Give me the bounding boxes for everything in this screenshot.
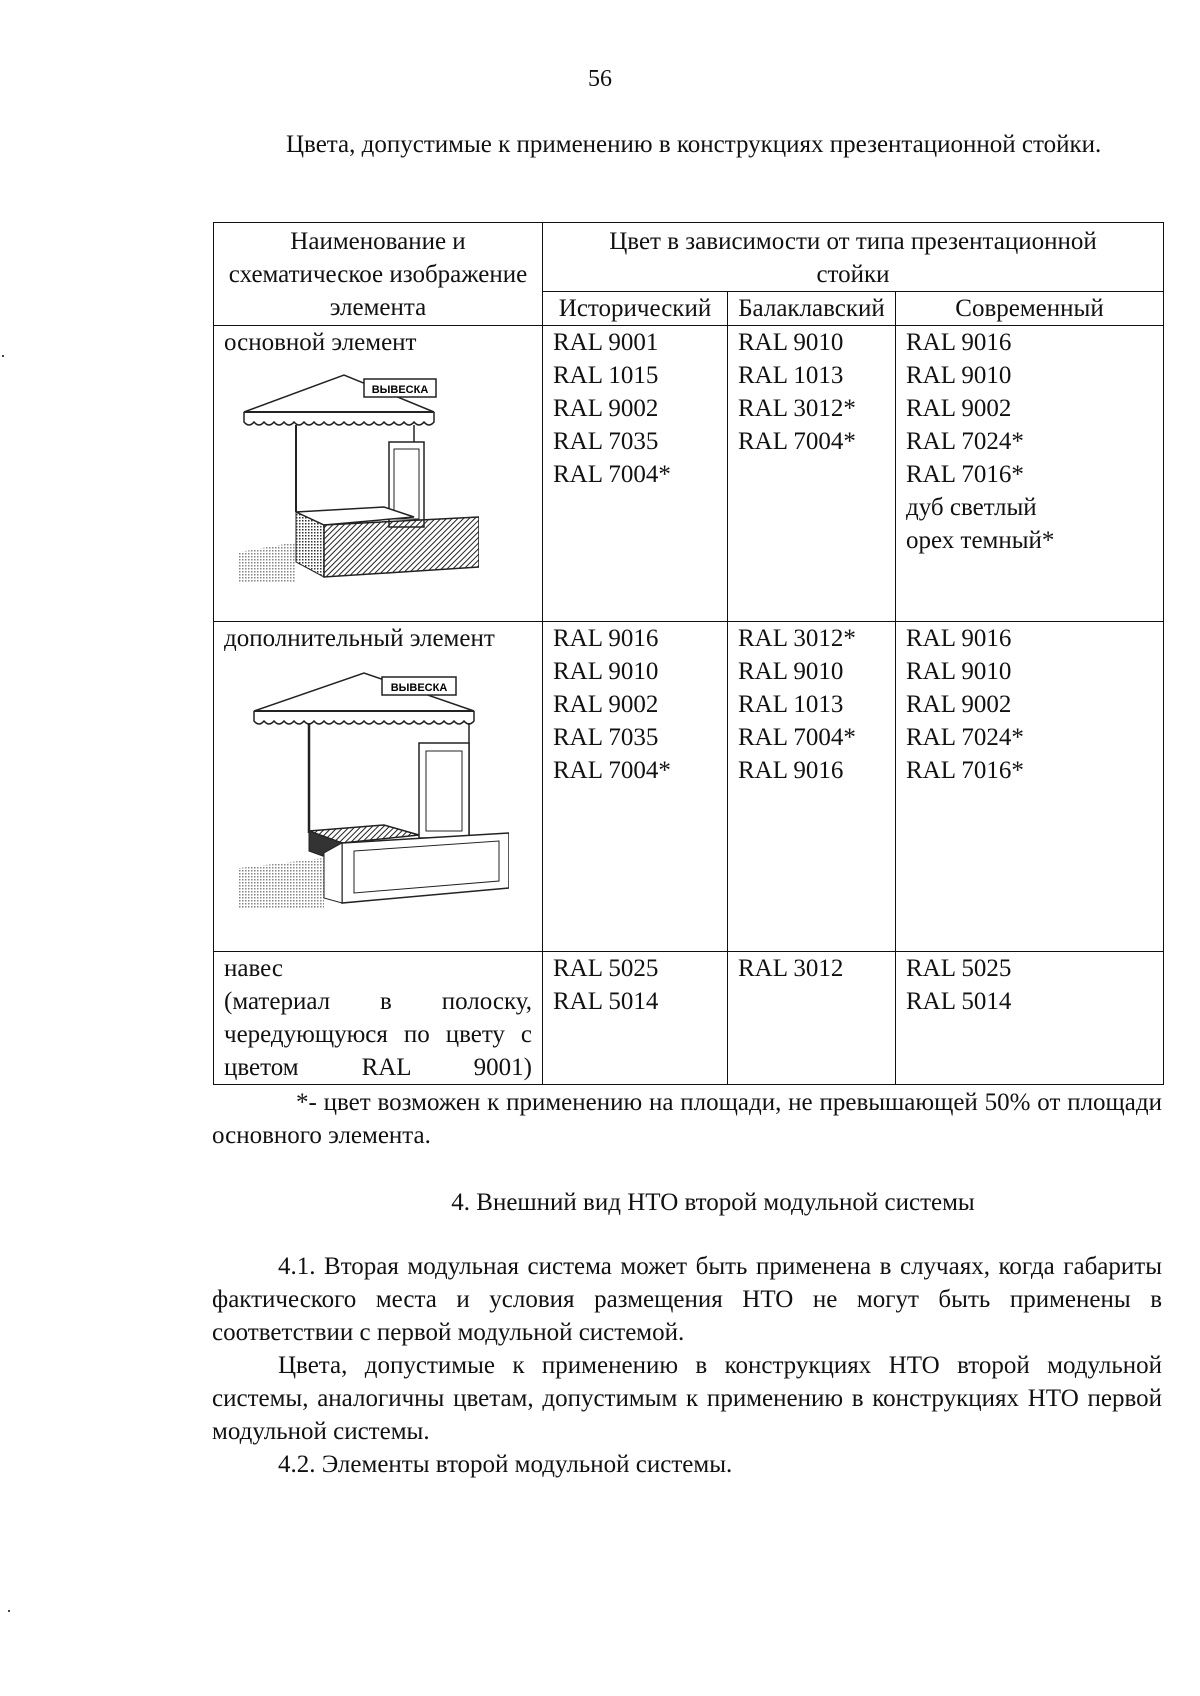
section-heading bbox=[0, 1186, 1200, 1219]
row-additional-historical bbox=[543, 622, 728, 952]
awning-label: навес bbox=[224, 955, 283, 982]
ral-value: RAL 3012 bbox=[738, 955, 844, 982]
ral-value: RAL 7035 bbox=[553, 428, 659, 455]
ral-value: RAL 9010 bbox=[906, 658, 1012, 685]
ral-value: RAL 9002 bbox=[906, 691, 1012, 718]
row-additional-balaklava bbox=[728, 622, 896, 952]
header-element bbox=[214, 223, 543, 326]
ral-value: RAL 7004* bbox=[738, 428, 856, 455]
ral-value: RAL 5025 bbox=[553, 955, 659, 982]
ral-value: RAL 1013 bbox=[738, 691, 844, 718]
ral-value: RAL 9010 bbox=[738, 329, 844, 356]
row-main-historical bbox=[543, 326, 728, 622]
ral-value: RAL 5025 bbox=[906, 955, 1012, 982]
ral-value: RAL 9016 bbox=[906, 625, 1012, 652]
ral-value: RAL 9010 bbox=[906, 362, 1012, 389]
row-awning-historical bbox=[543, 952, 728, 1085]
ral-value: RAL 7004* bbox=[553, 757, 671, 784]
ral-value: RAL 5014 bbox=[553, 988, 659, 1015]
table-header-row bbox=[214, 223, 1164, 292]
subheader-historical: Исторический bbox=[543, 292, 728, 326]
kiosk-additional-illustration bbox=[224, 663, 509, 913]
ral-value: RAL 7024* bbox=[906, 724, 1024, 751]
element-name: дополнительный элемент bbox=[224, 625, 495, 652]
ral-value: RAL 7004* bbox=[553, 461, 671, 488]
ral-value: RAL 9010 bbox=[553, 658, 659, 685]
ral-value: RAL 1013 bbox=[738, 362, 844, 389]
paragraph-colors: Цвета, допустимые к применению в конструкциях НТО второй модульной системы, аналогичны цветам, допустимым к применению в конструкциях НТО первой модульной системы. bbox=[212, 1352, 1162, 1445]
ral-value: RAL 9016 bbox=[553, 625, 659, 652]
row-main-balaklava bbox=[728, 326, 896, 622]
ral-value: RAL 7016* bbox=[906, 757, 1024, 784]
ral-value: RAL 9002 bbox=[553, 691, 659, 718]
ral-value: RAL 7016* bbox=[906, 461, 1024, 488]
kiosk-sign-text: ВЫВЕСКА bbox=[390, 682, 448, 694]
intro-paragraph: Цвета, допустимые к применению в конструкциях презентационной стойки. bbox=[286, 131, 1102, 158]
ral-value: RAL 3012* bbox=[738, 625, 856, 652]
ral-value: RAL 9010 bbox=[738, 658, 844, 685]
colors-table bbox=[213, 222, 1164, 1085]
ral-value: дуб светлый bbox=[906, 494, 1037, 521]
header-element-text: Наименование и схематическое изображение элемента bbox=[228, 228, 528, 321]
row-awning-name bbox=[214, 952, 543, 1085]
subheader-balaklava: Балаклавский bbox=[728, 292, 896, 326]
header-colors-text: Цвет в зависимости от типа презентационной стойки bbox=[609, 228, 1097, 288]
kiosk-main-illustration bbox=[224, 367, 479, 585]
ral-value: RAL 1015 bbox=[553, 362, 659, 389]
ral-value: RAL 9001 bbox=[553, 329, 659, 356]
ral-value: RAL 7035 bbox=[553, 724, 659, 751]
paragraph-4-1: 4.1. Вторая модульная система может быть применена в случаях, когда габариты фактического места и условия размещения НТО не могут быть применены в соответствии с первой модульной системой. bbox=[212, 1253, 1162, 1346]
kiosk-sign-text: ВЫВЕСКА bbox=[371, 384, 429, 396]
ral-value: RAL 3012* bbox=[738, 395, 856, 422]
scan-speck bbox=[2, 355, 4, 357]
row-additional-element-name bbox=[214, 622, 543, 952]
ral-value: RAL 9002 bbox=[553, 395, 659, 422]
ral-value: RAL 7024* bbox=[906, 428, 1024, 455]
ral-value: RAL 9016 bbox=[738, 757, 844, 784]
paragraph-4-2: 4.2. Элементы второй модульной системы. bbox=[278, 1451, 733, 1478]
header-colors bbox=[543, 223, 1164, 292]
awning-description: (материал в полоску, чередующуюся по цвету с цветом RAL 9001) bbox=[224, 988, 532, 1081]
row-main-element-name bbox=[214, 326, 543, 622]
ral-value: RAL 7004* bbox=[738, 724, 856, 751]
table-row bbox=[214, 326, 1164, 622]
row-main-modern bbox=[896, 326, 1164, 622]
ral-value: RAL 5014 bbox=[906, 988, 1012, 1015]
ral-value: орех темный* bbox=[906, 527, 1055, 554]
ral-value: RAL 9002 bbox=[906, 395, 1012, 422]
table-row bbox=[214, 622, 1164, 952]
ral-value: RAL 9016 bbox=[906, 329, 1012, 356]
footnote: *- цвет возможен к применению на площади, не превышающей 50% от площади основного элемента. bbox=[212, 1089, 1162, 1149]
row-awning-balaklava bbox=[728, 952, 896, 1085]
subheader-modern: Современный bbox=[896, 292, 1164, 326]
element-name: основной элемент bbox=[224, 329, 417, 356]
row-additional-modern bbox=[896, 622, 1164, 952]
section-heading-text: 4. Внешний вид НТО второй модульной системы bbox=[451, 1189, 975, 1216]
scan-speck bbox=[8, 1610, 10, 1612]
row-awning-modern bbox=[896, 952, 1164, 1085]
table-row bbox=[214, 952, 1164, 1085]
page-number: 56 bbox=[588, 66, 612, 92]
